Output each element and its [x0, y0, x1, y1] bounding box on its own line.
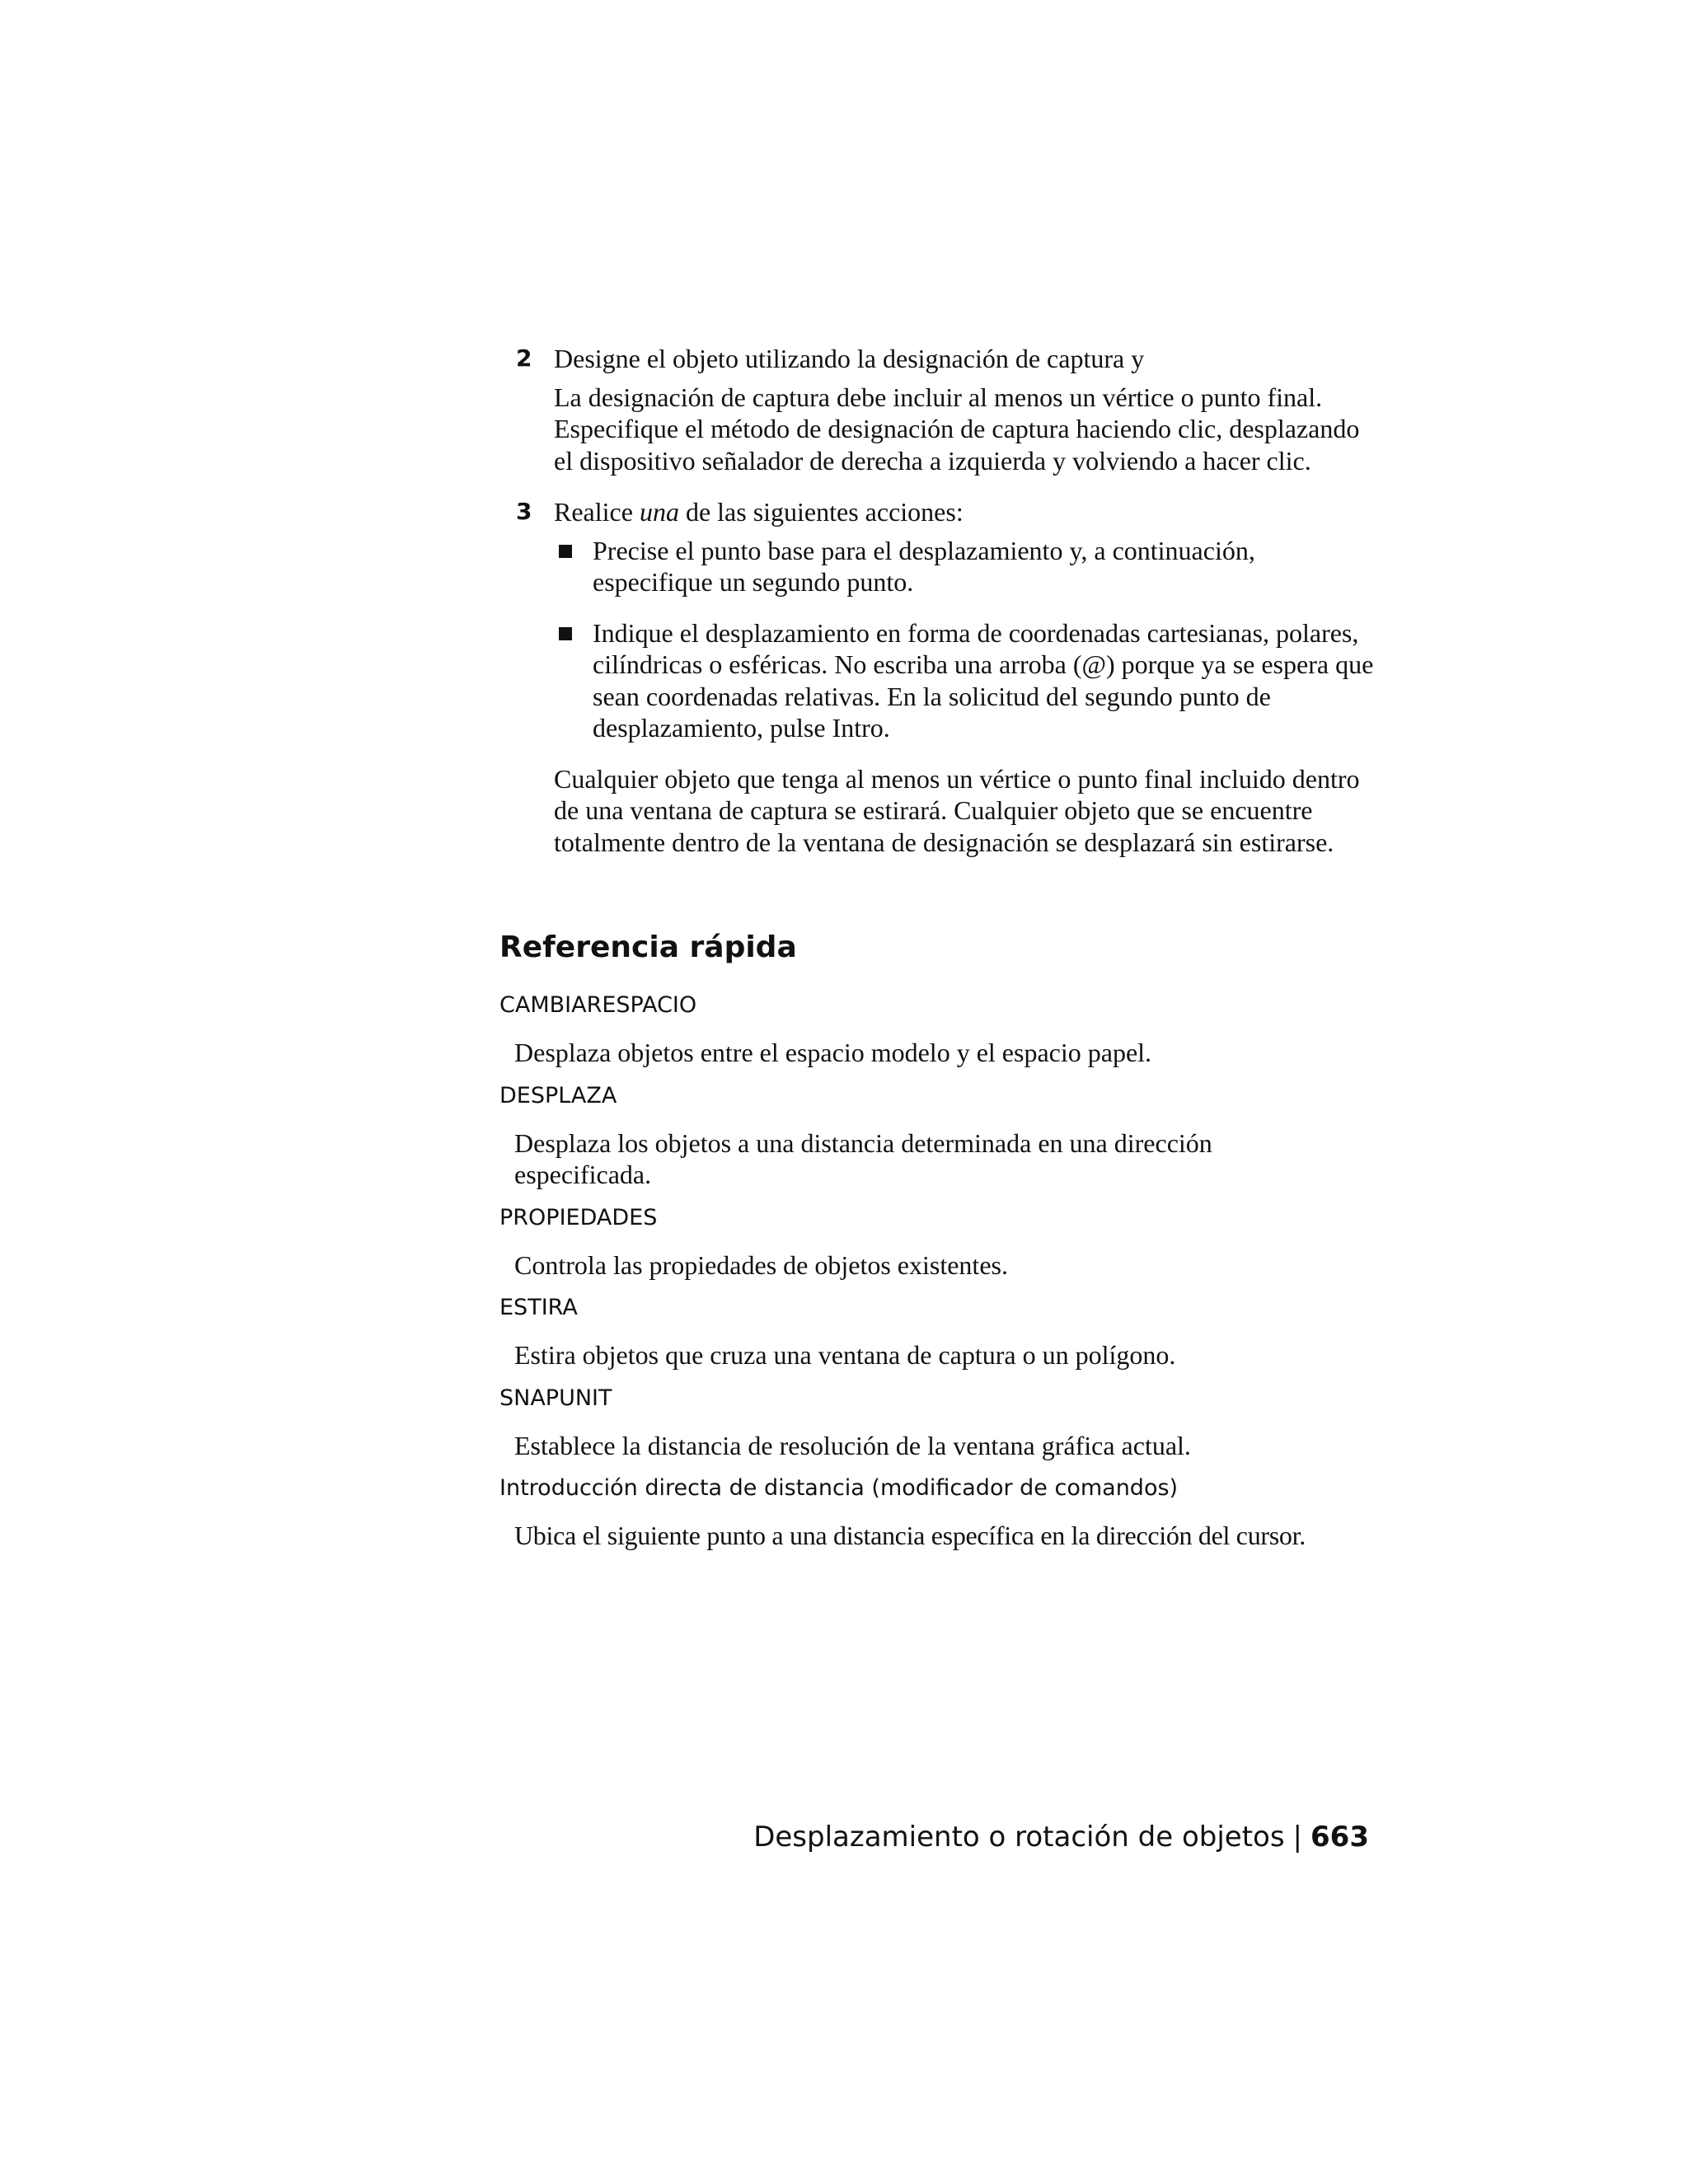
reference-term: ESTIRA: [499, 1295, 578, 1320]
list-item: [554, 535, 1381, 598]
page-number: 663: [1311, 1821, 1369, 1854]
reference-description: Estira objetos que cruza una ventana de captura o un polígono.: [514, 1340, 1176, 1370]
step-title-after: de las siguientes acciones:: [678, 497, 964, 527]
footer-separator: |: [1292, 1821, 1303, 1854]
page-footer: [753, 1819, 1369, 1855]
list-item-text: Indique el desplazamiento en forma de coordenadas cartesianas, polares, cilíndricas o esféricas. No escriba una arroba (@) porque ya se espera que sean coordenadas relativas. En la solicitud del segundo punto de desplazamiento, pulse Intro.: [593, 617, 1374, 743]
reference-term: CAMBIARESPACIO: [499, 992, 697, 1018]
reference-term: Introducción directa de distancia (modificador de comandos): [499, 1475, 1179, 1501]
step-number: 3: [516, 498, 532, 525]
reference-term: PROPIEDADES: [499, 1204, 658, 1230]
step-title-before: Realice: [554, 497, 640, 527]
reference-term: SNAPUNIT: [499, 1385, 612, 1411]
footer-chapter-title: Desplazamiento o rotación de objetos: [753, 1821, 1285, 1854]
step-title: [554, 496, 1381, 528]
step-number: 2: [516, 344, 532, 372]
step-title-emphasis: una: [639, 497, 679, 527]
reference-description: Controla las propiedades de objetos existentes.: [514, 1249, 1008, 1280]
step-title: Designe el objeto utilizando la designación de captura y: [554, 344, 1145, 373]
reference-list: [499, 991, 1381, 1552]
square-bullet-icon: [559, 627, 572, 640]
reference-description: Desplaza objetos entre el espacio modelo y el espacio papel.: [514, 1038, 1152, 1067]
reference-description: Establece la distancia de resolución de la ventana gráfica actual.: [514, 1430, 1191, 1460]
page-content: [499, 343, 1381, 1564]
reference-description: Desplaza los objetos a una distancia determinada en una dirección especificada.: [514, 1127, 1212, 1189]
bullet-list: [554, 535, 1381, 744]
reference-description: Ubica el siguiente punto a una distancia específica en la dirección del cursor.: [514, 1521, 1306, 1550]
list-item: [554, 617, 1381, 744]
list-item-text: Precise el punto base para el desplazamiento y, a continuación, especifique un segundo punto.: [593, 535, 1255, 597]
square-bullet-icon: [559, 545, 572, 558]
step-body: La designación de captura debe incluir al menos un vértice o punto final. Especifique el método de designación de captura haciendo clic, desplazando el dispositivo señalador de derecha a izquierda y volviendo a hacer clic.: [554, 382, 1360, 476]
section-heading: Referencia rápida: [499, 930, 797, 964]
step-3: [499, 496, 1381, 858]
step-2: [499, 343, 1381, 476]
step-note: Cualquier objeto que tenga al menos un vértice o punto final incluido dentro de una ventana de captura se estirará. Cualquier objeto que se encuentre totalmente dentro de la ventana de designación se desplazará sin estirarse.: [554, 763, 1360, 857]
reference-term: DESPLAZA: [499, 1082, 617, 1108]
